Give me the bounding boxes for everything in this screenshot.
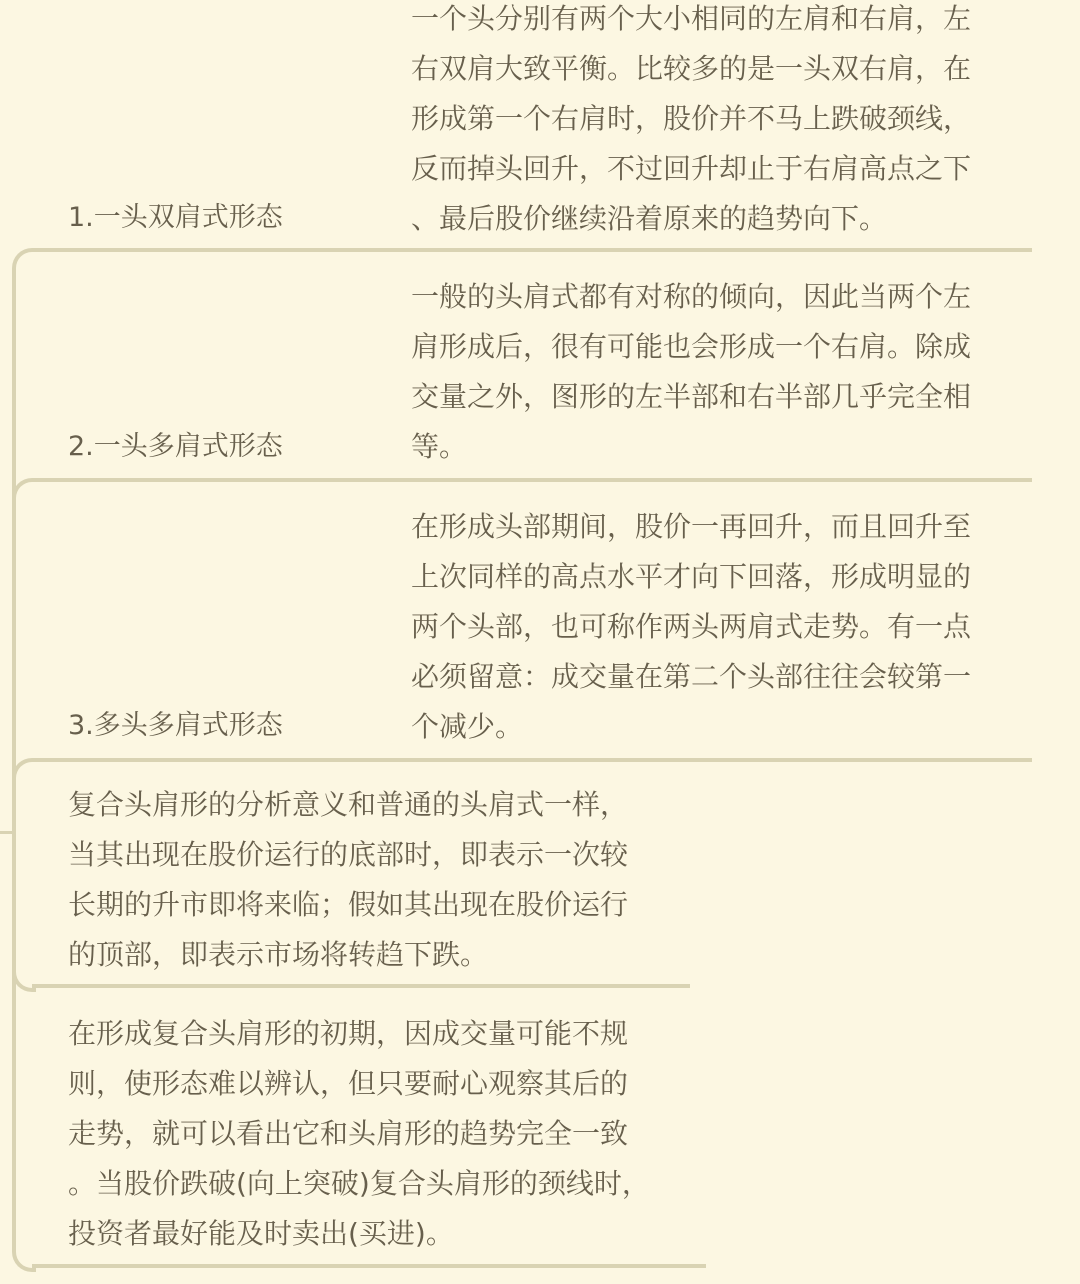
note-node[interactable] [68,1009,688,1259]
topic-label[interactable]: 3.多头多肩式形态 [68,710,283,741]
parent-connector [0,831,14,834]
node-underline [32,984,690,988]
text-line: 在形成复合头肩形的初期，因成交量可能不规 [68,1017,629,1050]
topic-description[interactable] [411,272,1031,472]
text-line: 右双肩大致平衡。比较多的是一头双右肩，在 [411,52,972,85]
text-line: 长期的升市即将来临；假如其出现在股价运行 [68,888,629,921]
text-line: 走势，就可以看出它和头肩形的趋势完全一致 [68,1117,629,1150]
connector-corner [12,1248,36,1272]
topic-description[interactable] [411,502,1031,752]
text-line: 等。 [411,430,468,463]
text-line: 个减少。 [411,710,524,743]
text-line: 两个头部，也可称作两头两肩式走势。有一点 [411,610,972,643]
topic-description[interactable] [411,0,1031,244]
topic-label[interactable]: 1.一头双肩式形态 [68,202,283,233]
connector-line [12,268,16,1248]
text-line: 必须留意：成交量在第二个头部往往会较第一 [411,660,972,693]
text-line: 一般的头肩式都有对称的倾向，因此当两个左 [411,280,972,313]
node-underline [32,478,1032,482]
text-line: 形成第一个右肩时，股价并不马上跌破颈线， [411,102,972,135]
node-underline [32,758,1032,762]
node-underline [32,248,1032,252]
text-line: 交量之外，图形的左半部和右半部几乎完全相 [411,380,972,413]
text-line: 一个头分别有两个大小相同的左肩和右肩，左 [411,2,972,35]
note-node[interactable] [68,780,688,980]
text-line: 的顶部，即表示市场将转趋下跌。 [68,938,489,971]
text-line: 、最后股价继续沿着原来的趋势向下。 [411,202,888,235]
text-line: 当其出现在股价运行的底部时，即表示一次较 [68,838,629,871]
text-line: 上次同样的高点水平才向下回落，形成明显的 [411,560,972,593]
text-line: 则，使形态难以辨认，但只要耐心观察其后的 [68,1067,629,1100]
text-line: 反而掉头回升，不过回升却止于右肩高点之下 [411,152,972,185]
text-line: 复合头肩形的分析意义和普通的头肩式一样， [68,788,629,821]
topic-label[interactable]: 2.一头多肩式形态 [68,431,283,462]
text-line: 肩形成后，很有可能也会形成一个右肩。除成 [411,330,972,363]
node-underline [32,1264,706,1268]
text-line: 在形成头部期间，股价一再回升，而且回升至 [411,510,972,543]
text-line: 。当股价跌破(向上突破)复合头肩形的颈线时， [68,1167,650,1200]
text-line: 投资者最好能及时卖出(买进)。 [68,1217,454,1250]
